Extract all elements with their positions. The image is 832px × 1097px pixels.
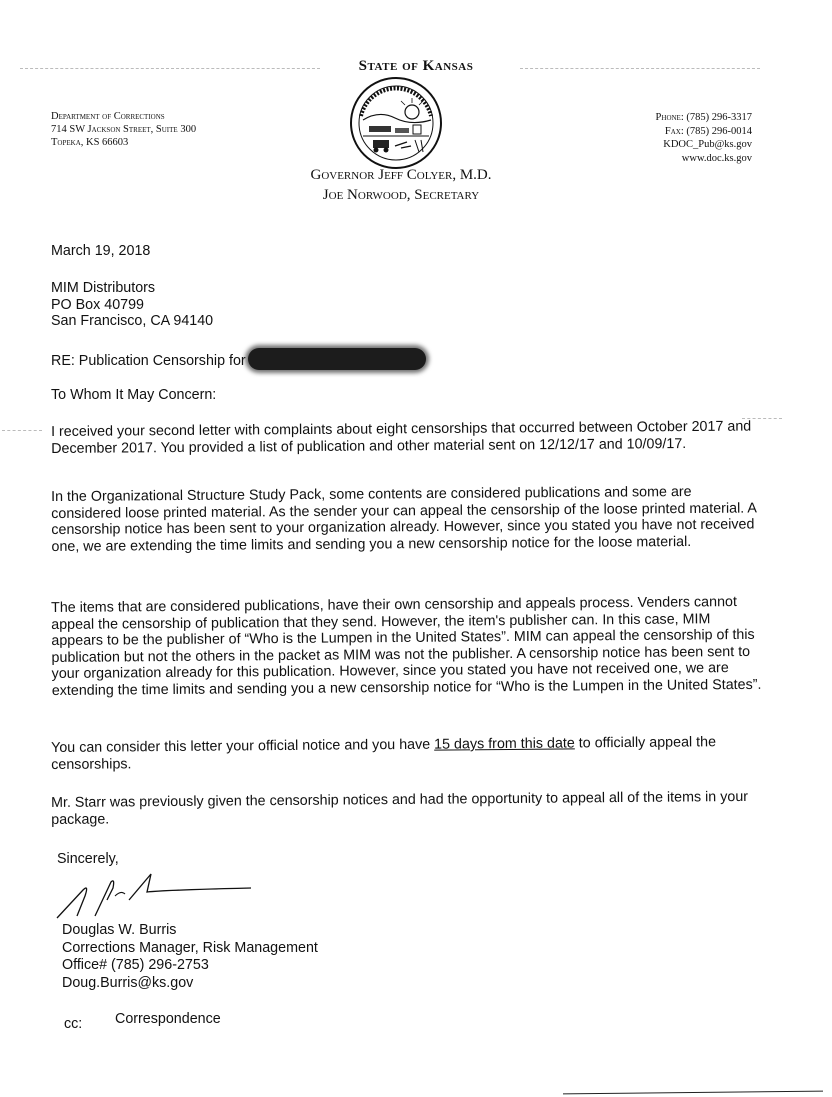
- paragraph-5: Mr. Starr was previously given the censorship notices and had the opportunity to appeal all of the items in your package.: [51, 788, 749, 828]
- paragraph-4: [51, 734, 761, 773]
- header-rule-left: [20, 68, 320, 69]
- department-address: [51, 110, 196, 149]
- bottom-rule: [563, 1091, 823, 1095]
- department-city: Topeka, KS 66603: [51, 137, 129, 148]
- header-rule-right: [520, 68, 760, 69]
- signer-phone: Office# (785) 296-2753: [62, 957, 209, 973]
- deadline-text: 15 days from this date: [434, 735, 575, 753]
- subject-label: RE: Publication Censorship for: [51, 352, 246, 369]
- closing: Sincerely,: [57, 851, 119, 867]
- kansas-seal-icon: [349, 76, 443, 170]
- signer-email: Doug.Burris@ks.gov: [62, 974, 194, 991]
- recipient-city: San Francisco, CA 94140: [51, 313, 214, 330]
- subject-line: [51, 350, 426, 372]
- department-contact: [656, 111, 752, 165]
- signer-title: Corrections Manager, Risk Management: [62, 939, 318, 956]
- phone: Phone: (785) 296-3317: [655, 112, 752, 123]
- recipient-address: [51, 280, 213, 330]
- redaction-mark: [248, 348, 426, 370]
- recipient-name: MIM Distributors: [51, 280, 156, 296]
- governor-name: Governor Jeff Colyer, M.D.: [310, 167, 492, 183]
- state-title: State of Kansas: [358, 58, 474, 74]
- paragraph-1: I received your second letter with complaints about eight censorships that occurred between October 2017 and December 2017. You provided a list of publication and other material sent on 12/12/17 and 10/09/17.: [51, 418, 752, 457]
- paragraph-4-start: You can consider this letter your official notice and you have: [51, 736, 435, 756]
- fax: Fax: (785) 296-0014: [664, 125, 752, 137]
- fold-mark-left: [2, 430, 42, 431]
- recipient-po-box: PO Box 40799: [51, 296, 144, 313]
- signer-name: Douglas W. Burris: [62, 922, 177, 938]
- paragraph-2: In the Organizational Structure Study Pack, some contents are considered publications and some are considered loose printed material. As the sender your can appeal the censorship of the loose printed material. A censorship notice has been sent to your organization already. However, since you stated you have not received one, we are extending the time limits and sending you a new censorship notice for the loose material.: [51, 483, 757, 555]
- salutation: To Whom It May Concern:: [51, 387, 217, 403]
- website: www.doc.ks.gov: [681, 152, 752, 164]
- paragraph-3: The items that are considered publications, have their own censorship and appeals process. Venders cannot appeal the censorship of publication that they send. However, the item's publisher can. In this case, MIM appears to be the publisher of “Who is the Lumpen in the United States”. MIM can appeal the censorship of this publication but not the others in the packet as MIM was not the publisher. A censorship notice has been sent to your organization already for this publication. However, since you stated you have not received one, we are extending the time limits and sending you a new censorship notice for “Who is the Lumpen in the United States”.: [51, 594, 762, 699]
- email: KDOC_Pub@ks.gov: [663, 139, 752, 150]
- cc-label: cc:: [64, 1016, 83, 1032]
- department-name: Department of Corrections: [51, 111, 165, 122]
- letter-date: March 19, 2018: [51, 243, 151, 259]
- officials: [0, 165, 802, 205]
- paragraph-4-end: to officially appeal the censorships.: [51, 734, 717, 773]
- signature-icon: [55, 860, 255, 920]
- secretary-name: Joe Norwood, Secretary: [322, 187, 480, 203]
- signer-block: [62, 922, 318, 992]
- cc-value: Correspondence: [115, 1011, 221, 1027]
- department-street: 714 SW Jackson Street, Suite 300: [51, 124, 197, 135]
